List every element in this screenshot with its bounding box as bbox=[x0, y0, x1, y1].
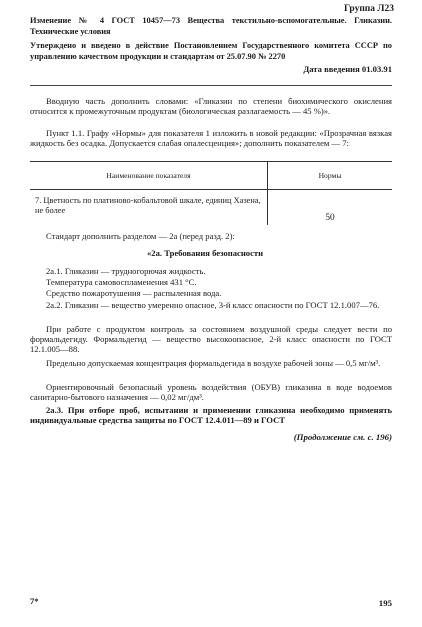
approval-statement: Утверждено и введено в действие Постановлением Государственного комитета СССР по управлению качеством продукции и стандартам от 25.07.90 № 2270 bbox=[30, 41, 392, 61]
paragraph-clause-1-1: Пункт 1.1. Графу «Нормы» для показателя 1 изложить в новой редакции: «Прозрачная вязкая жидкость без осадка. Допускается слабая опалесценция»; дополнить показателем — 7: bbox=[30, 128, 392, 148]
paragraph-intro: Вводную часть дополнить словами: «Гликазин по степени биохимического окисления относится к промежуточным продуктам (биологическая разлагаемость — 45 %)». bbox=[30, 96, 392, 116]
signature-mark: 7* bbox=[30, 596, 39, 606]
column-header-norms: Нормы bbox=[268, 162, 393, 190]
paragraph-obuv: Ориентировочный безопасный уровень воздействия (ОБУВ) гликазина в воде водоемов санитарно-бытового назначения — 0,02 мг/дм³. bbox=[30, 382, 392, 402]
clause-2a-2: 2а.2. Гликазин — вещество умеренно опасное, 3-й класс опасности по ГОСТ 12.1.007—76. bbox=[46, 300, 380, 310]
continued-note: (Продолжение см. с. 196) bbox=[293, 432, 392, 442]
page-number: 195 bbox=[378, 598, 392, 608]
clause-2a-1: 2а.1. Гликазин — трудногорючая жидкость. bbox=[46, 266, 206, 276]
table-cell-indicator: 7. Цветность по платиново-кобальтовой шкале, единиц Хазена, не более bbox=[30, 190, 268, 226]
clause-autoignition: Температура самовоспламенения 431 °С. bbox=[46, 277, 197, 287]
group-label: Группа Л23 bbox=[343, 4, 394, 14]
column-header-indicator: Наименование показателя bbox=[30, 162, 268, 190]
table-header-row bbox=[30, 162, 392, 190]
paragraph-add-section: Стандарт дополнить разделом — 2а (перед разд. 2): bbox=[46, 231, 235, 241]
norms-table bbox=[30, 161, 392, 225]
header-divider bbox=[30, 85, 392, 86]
section-title: «2а. Требования безопасности bbox=[147, 248, 264, 258]
paragraph-formaldehyde-control: При работе с продуктом контроль за состоянием воздушной среды следует вести по формальдегиду. Формальдегид — вещество высокоопасное, 2-й класс опасности по ГОСТ 12.1.005—88. bbox=[30, 324, 392, 354]
effective-date: Дата введения 01.03.91 bbox=[303, 64, 392, 74]
paragraph-max-concentration: Предельно допускаемая концентрация формальдегида в воздухе рабочей зоны — 0,5 мг/м³. bbox=[46, 358, 381, 368]
table-cell-norm-value: 50 bbox=[325, 213, 335, 223]
table-row bbox=[30, 190, 392, 226]
change-title: Изменение № 4 ГОСТ 10457—73 Вещества текстильно-вспомогательные. Гликазин. Технические условия bbox=[30, 16, 392, 36]
clause-extinguishing: Средство пожаротушения — распыленная вода. bbox=[46, 288, 222, 298]
clause-2a-3: 2а.3. При отборе проб, испытании и применении гликазина необходимо применять индивидуальные средства защиты по ГОСТ 12.4.011—89 и ГОСТ bbox=[30, 405, 392, 425]
